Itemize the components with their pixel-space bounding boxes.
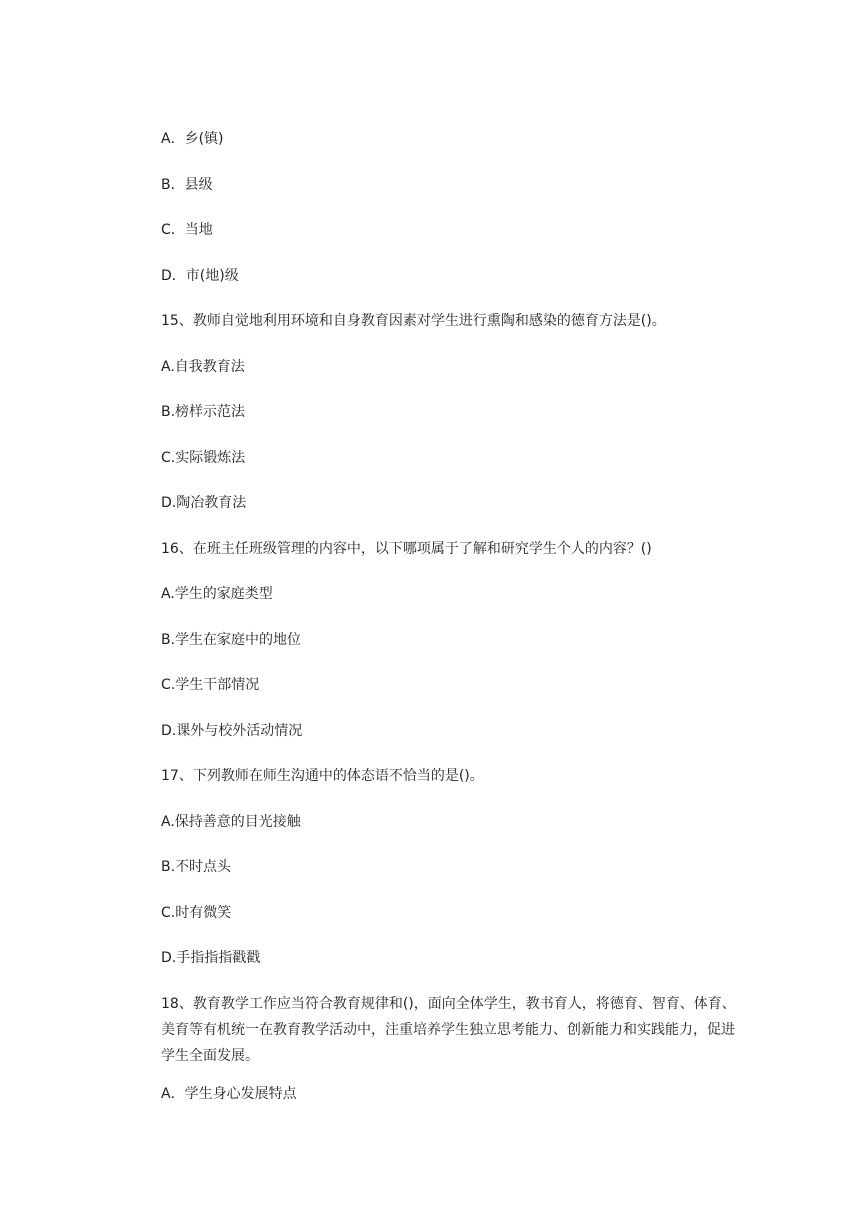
q14-option-a: A．乡(镇) (161, 131, 224, 147)
q17-option-c: C.时有微笑 (161, 905, 232, 921)
q15-option-b: B.榜样示范法 (161, 404, 246, 420)
q17-question: 17、下列教师在师生沟通中的体态语不恰当的是()。 (161, 768, 484, 784)
q17-option-b: B.不时点头 (161, 859, 232, 875)
q17-option-a: A.保持善意的目光接触 (161, 814, 301, 830)
q14-option-b: B．县级 (161, 177, 213, 193)
q16-question: 16、在班主任班级管理的内容中，以下哪项属于了解和研究学生个人的内容？() (161, 541, 652, 557)
q18-option-a: A．学生身心发展特点 (161, 1086, 297, 1102)
q14-option-c: C．当地 (161, 222, 213, 238)
q16-option-a: A.学生的家庭类型 (161, 586, 273, 602)
q15-option-d: D.陶冶教育法 (161, 495, 247, 511)
q16-option-d: D.课外与校外活动情况 (161, 723, 303, 739)
q17-option-d: D.手指指指戳戳 (161, 950, 261, 966)
q15-question: 15、教师自觉地利用环境和自身教育因素对学生进行熏陶和感染的德育方法是()。 (161, 313, 666, 329)
q18-question: 18、教育教学工作应当符合教育规律和()，面向全体学生，教书育人，将德育、智育、体育、美育等有机统一在教育教学活动中，注重培养学生独立思考能力、创新能力和实践能力，促进学生全面发展。 (161, 996, 736, 1064)
q15-option-a: A.自我教育法 (161, 359, 245, 375)
q16-option-b: B.学生在家庭中的地位 (161, 632, 302, 648)
q14-option-d: D．市(地)级 (161, 268, 239, 284)
q15-option-c: C.实际锻炼法 (161, 450, 246, 466)
q16-option-c: C.学生干部情况 (161, 677, 260, 693)
